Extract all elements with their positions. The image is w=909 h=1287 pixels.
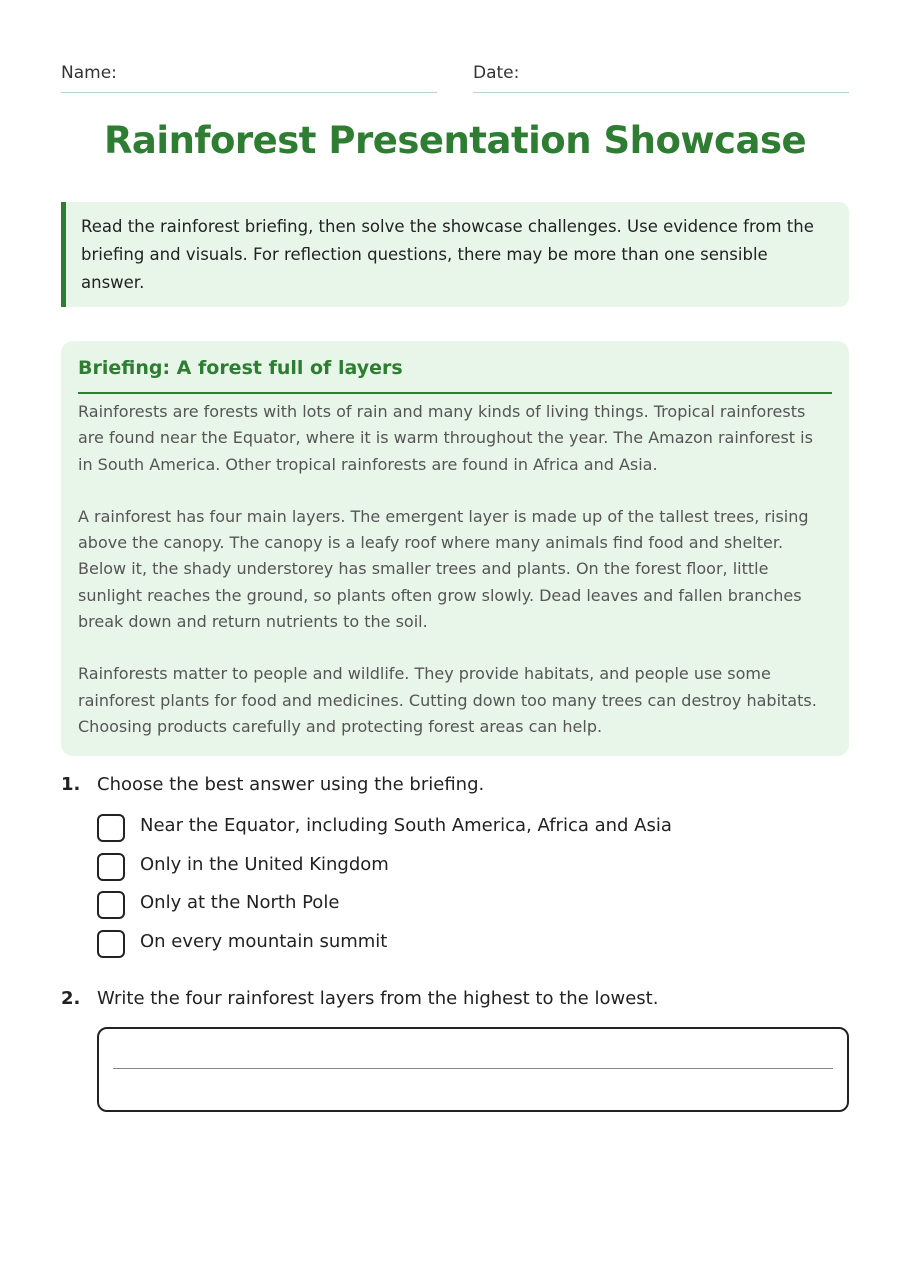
briefing-paragraph: Rainforests matter to people and wildlife. They provide habitats, and people use some rainforest plants for food and medicines. Cutting down too many trees can destroy habitats. Choosing products carefully and protecting forest areas can help.: [78, 664, 817, 736]
briefing-paragraph: Rainforests are forests with lots of rain and many kinds of living things. Tropical rainforests are found near the Equator, where it is warm throughout the year. The Amazon rainforest is in South America. Other tropical rainforests are found in Africa and Asia.: [78, 402, 813, 474]
briefing-panel: [61, 341, 849, 756]
option-label: Only in the United Kingdom: [140, 853, 389, 875]
answer-option[interactable]: [97, 891, 797, 930]
answer-option[interactable]: [97, 814, 797, 853]
instructions-box: Read the rainforest briefing, then solve the showcase challenges. Use evidence from the briefing and visuals. For reflection questions, there may be more than one sensible answer.: [61, 202, 849, 307]
option-label: On every mountain summit: [140, 930, 388, 952]
checkbox[interactable]: [97, 930, 125, 958]
question-number: 1.: [61, 774, 81, 795]
date-label: Date:: [473, 63, 520, 83]
answer-option[interactable]: [97, 853, 797, 892]
option-label: Near the Equator, including South America, Africa and Asia: [140, 815, 672, 836]
page-title: Rainforest Presentation Showcase: [103, 119, 807, 162]
name-label: Name:: [61, 63, 117, 83]
option-label: Only at the North Pole: [140, 892, 340, 914]
answer-option[interactable]: [97, 930, 797, 969]
writing-line: [113, 1068, 833, 1069]
briefing-paragraph: A rainforest has four main layers. The emergent layer is made up of the tallest trees, rising above the canopy. The canopy is a leafy roof where many animals find food and shelter. Below it, the shady understorey has smaller trees and plants. On the forest floor, little sunlight reaches the ground, so plants often grow slowly. Dead leaves and fallen branches break down and return nutrients to the soil.: [78, 506, 809, 632]
briefing-heading: Briefing: A forest full of layers: [78, 353, 832, 394]
date-field[interactable]: [473, 62, 849, 93]
question-prompt: Choose the best answer using the briefing.: [97, 774, 485, 795]
checkbox[interactable]: [97, 814, 125, 842]
checkbox[interactable]: [97, 853, 125, 881]
name-field[interactable]: [61, 62, 437, 93]
question-prompt: Write the four rainforest layers from the highest to the lowest.: [97, 988, 659, 1009]
student-info-row: [61, 62, 849, 92]
question-number: 2.: [61, 988, 81, 1009]
written-answer-box[interactable]: [97, 1027, 849, 1112]
answer-options: [97, 814, 797, 968]
checkbox[interactable]: [97, 891, 125, 919]
